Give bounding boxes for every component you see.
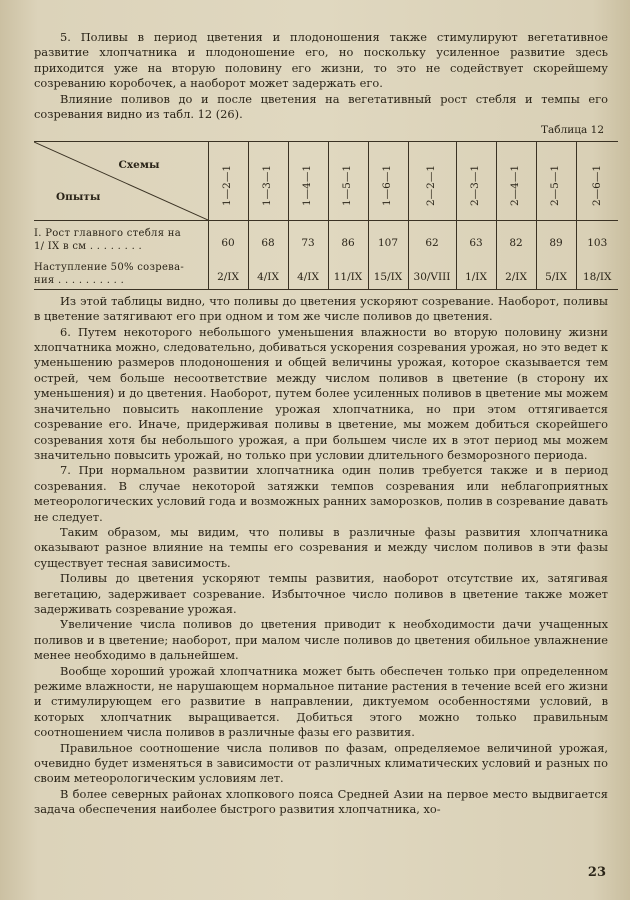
row-label-line: ния . . . . . . . . . . [34, 274, 125, 286]
table-cell: 103 [576, 220, 618, 255]
scheme-label: 1—3—1 [261, 165, 274, 207]
corner-diagonal-line [34, 142, 208, 220]
corner-label-experiments: Опыты [56, 191, 101, 204]
table-cell: 11/IX [328, 255, 368, 290]
table-cell: 5/IX [536, 255, 576, 290]
table-cell: 68 [248, 220, 288, 255]
scheme-label: 1—2—1 [221, 165, 234, 207]
paragraph-northern: В более северных районах хлопкового пояса Средней Азии на первое место выдвигается задача обеспечения наиболее быстрого развития хлопчатника, хо- [34, 786, 608, 817]
table-cell: 63 [456, 220, 496, 255]
scheme-header [408, 141, 456, 220]
paragraph-good-yield: Вообще хороший урожай хлопчатника может быть обеспечен только при определенном режиме влажности, не нарушающем нормальное питание растения в течение всей его жизни и стимулирующем его развитие в направлении, диктуемом особенностями условий, в которых хлопчатник выращивается. Добиться этого можно только правильным соотношением числа поливов в различные фазы его развития. [34, 663, 608, 740]
table-cell: 86 [328, 220, 368, 255]
paragraph-summary: Таким образом, мы видим, что поливы в различные фазы развития хлопчатника оказывают разное влияние на темпы его созревания и между числом поливов в эти фазы существует тесная зависимость. [34, 524, 608, 570]
table-cell: 89 [536, 220, 576, 255]
scheme-label: 2—6—1 [590, 165, 603, 207]
corner-label-schemes: Схемы [118, 158, 160, 171]
row-label [34, 220, 208, 255]
paragraph-7: 7. При нормальном развитии хлопчатника один полив требуется также и в период созревания. В случае некоторой затяжки темпов созревания или неблагоприятных метеорологических условий года и возможных ранних заморозков, полив в созревание давать не следует. [34, 463, 608, 524]
table-cell: 82 [496, 220, 536, 255]
paragraph-conclusion: Из этой таблицы видно, что поливы до цветения ускоряют созревание. Наоборот, поливы в цветение затягивают его при одном и том же числе поливов до цветения. [34, 293, 608, 324]
table-corner-cell [34, 141, 208, 220]
row-label [34, 255, 208, 290]
table-cell: 2/IX [208, 255, 248, 290]
scheme-header [328, 141, 368, 220]
table-cell: 4/IX [248, 255, 288, 290]
scheme-label: 1—5—1 [341, 165, 354, 207]
scheme-header [536, 141, 576, 220]
table-cell: 60 [208, 220, 248, 255]
page-number: 23 [587, 864, 606, 880]
scheme-label: 1—6—1 [381, 165, 394, 207]
table-cell: 18/IX [576, 255, 618, 290]
scheme-header [576, 141, 618, 220]
scheme-label: 1—4—1 [301, 165, 314, 207]
scheme-label: 2—2—1 [425, 165, 438, 207]
paragraph-6: 6. Путем некоторого небольшого уменьшения влажности во вторую половину жизни хлопчатника можно, следовательно, добиваться ускорения созревания урожая, но это ведет к уменьшению размеров плодоношения и общей величины урожая, которое сказывается тем острей, чем больше несоответствие между числом поливов в цветение (в сторону их уменьшения) и до цветения. Наоборот, путем более усиленных поливов в цветение мы можем значительно повысить накопление урожая хлопчатника, но при этом оттягивается созревание его. Иначе, придерживая поливы в цветение, мы можем добиться скорейшего созревания хотя бы небольшого урожая, а при большем числе их в этот период мы можем значительно повысить урожай, но только при условии длительного безморозного периода. [34, 324, 608, 462]
scheme-header [288, 141, 328, 220]
row-label-line: 1/ IX в см . . . . . . . . [34, 240, 143, 252]
paragraph-table-intro: Влияние поливов до и после цветения на вегетативный рост стебля и темпы его созревания видно из табл. 12 (26). [34, 91, 608, 122]
table-caption: Таблица 12 [541, 124, 604, 137]
scheme-header [368, 141, 408, 220]
scheme-label: 2—4—1 [509, 165, 522, 207]
scheme-label: 2—3—1 [469, 165, 482, 207]
table-cell: 107 [368, 220, 408, 255]
paragraph-before-flowering: Поливы до цветения ускоряют темпы развития, наоборот отсутствие их, затягивая вегетацию, задерживает созревание. Избыточное число поливов в цветение также может задерживать созревание урожая. [34, 571, 608, 616]
scheme-header [208, 141, 248, 220]
table-header-row [34, 141, 618, 220]
table-cell: 30/VIII [408, 255, 456, 290]
table-cell: 2/IX [496, 255, 536, 290]
scheme-header [456, 141, 496, 220]
data-table-12 [34, 141, 618, 290]
paragraph-5: 5. Поливы в период цветения и плодоношения также стимулируют вегетативное развитие хлопчатника и плодоношение его, но поскольку усиленное развитие здесь приходится уже на вторую половину его жизни, то это не содействует скорейшему созреванию коробочек, а наоборот может задержать его. [34, 30, 608, 91]
scheme-label: 2—5—1 [549, 165, 562, 207]
scheme-header [496, 141, 536, 220]
table-cell: 73 [288, 220, 328, 255]
row-label-line: I. Рост главного стебля на [34, 227, 182, 239]
table-row-stem-growth [34, 220, 618, 255]
table-cell: 1/IX [456, 255, 496, 290]
table-cell: 15/IX [368, 255, 408, 290]
paragraph-ratio: Правильное соотношение числа поливов по фазам, определяемое величиной урожая, очевидно будет изменяться в зависимости от различных климатических условий и разных по своим метеорологическим условиям лет. [34, 740, 608, 786]
paragraph-increase: Увеличение числа поливов до цветения приводит к необходимости дачи учащенных поливов и в цветение; наоборот, при малом числе поливов до цветения обильное увлажнение менее необходимо в дальнейшем. [34, 617, 608, 663]
scheme-header [248, 141, 288, 220]
table-cell: 4/IX [288, 255, 328, 290]
table-cell: 62 [408, 220, 456, 255]
table-row-ripening [34, 255, 618, 290]
row-label-line: Наступление 50% созрева- [34, 261, 185, 273]
